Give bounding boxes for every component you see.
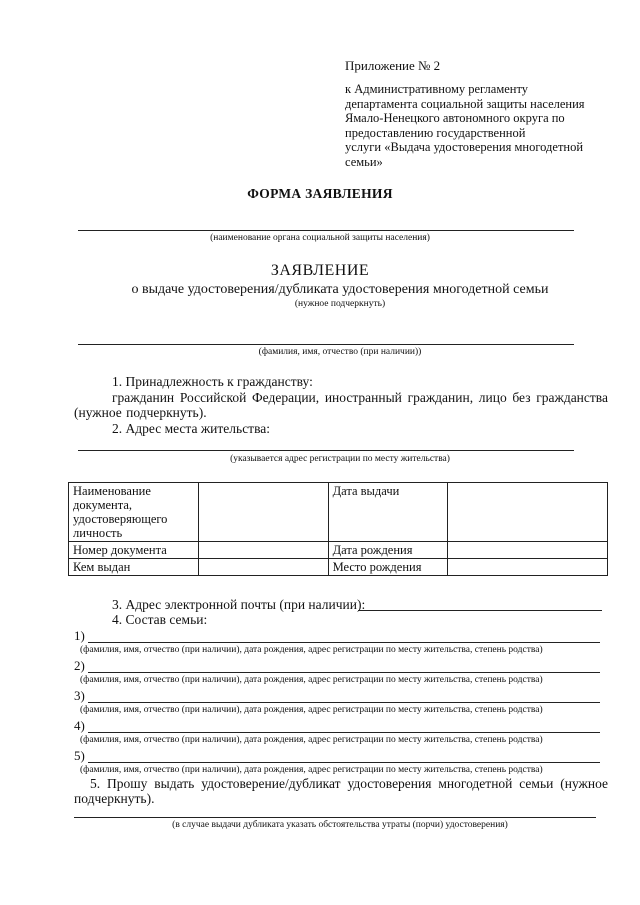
appendix-number: Приложение № 2 <box>345 58 441 73</box>
citizenship-heading: 1. Принадлежность к гражданству: <box>112 374 313 389</box>
address-heading: 2. Адрес места жительства: <box>112 421 271 436</box>
organ-field-line[interactable] <box>78 230 574 231</box>
issue-date-label: Дата выдачи <box>328 483 448 542</box>
doc-name-value[interactable] <box>198 483 328 542</box>
member-number: 1) <box>74 628 85 643</box>
email-heading: 3. Адрес электронной почты (при наличии): <box>112 597 366 612</box>
birth-date-label: Дата рождения <box>328 542 448 559</box>
regulation-line: департамента социальной защиты населения <box>345 96 585 111</box>
member-number: 5) <box>74 748 85 763</box>
table-row <box>69 559 608 576</box>
birth-date-value[interactable] <box>448 542 608 559</box>
organ-caption: (наименование органа социальной защиты населения) <box>210 233 430 243</box>
request-text: 5. Прошу выдать удостоверение/дубликат удостоверения многодетной семьи (нужное подчеркнуть). <box>74 776 608 806</box>
statement-title: ЗАЯВЛЕНИЕ <box>270 262 370 279</box>
member-number: 2) <box>74 658 85 673</box>
fio-field-line[interactable] <box>78 344 574 345</box>
regulation-reference <box>345 82 610 169</box>
regulation-line: Ямало-Ненецкого автономного округа по <box>345 111 565 125</box>
member-field-line[interactable] <box>88 732 600 733</box>
member-caption: (фамилия, имя, отчество (при наличии), дата рождения, адрес регистрации по месту жительства, степень родства) <box>80 765 543 775</box>
regulation-line: к Административному регламенту <box>345 82 529 96</box>
underline-note: (нужное подчеркнуть) <box>294 299 386 309</box>
member-field-line[interactable] <box>88 672 600 673</box>
member-caption: (фамилия, имя, отчество (при наличии), дата рождения, адрес регистрации по месту жительства, степень родства) <box>80 735 543 745</box>
member-field-line[interactable] <box>88 642 600 643</box>
member-field-line[interactable] <box>88 702 600 703</box>
member-caption: (фамилия, имя, отчество (при наличии), дата рождения, адрес регистрации по месту жительства, степень родства) <box>80 675 543 685</box>
citizenship-options: гражданин Российской Федерации, иностранный гражданин, лицо без гражданства (нужное подчеркнуть). <box>74 390 608 420</box>
fio-caption: (фамилия, имя, отчество (при наличии)) <box>258 347 422 357</box>
doc-number-label: Номер документа <box>69 542 199 559</box>
member-number: 4) <box>74 718 85 733</box>
duplicate-caption: (в случае выдачи дубликата указать обстоятельства утраты (порчи) удостоверения) <box>172 820 508 830</box>
table-row <box>69 542 608 559</box>
address-caption: (указывается адрес регистрации по месту жительства) <box>230 454 450 464</box>
member-field-line[interactable] <box>88 762 600 763</box>
form-title: ФОРМА ЗАЯВЛЕНИЯ <box>247 186 393 201</box>
doc-number-value[interactable] <box>198 542 328 559</box>
statement-subtitle: о выдаче удостоверения/дубликата удостоверения многодетной семьи <box>131 282 549 297</box>
issued-by-value[interactable] <box>198 559 328 576</box>
member-caption: (фамилия, имя, отчество (при наличии), дата рождения, адрес регистрации по месту жительства, степень родства) <box>80 645 543 655</box>
issued-by-label: Кем выдан <box>69 559 199 576</box>
address-field-line[interactable] <box>78 450 574 451</box>
duplicate-reason-line[interactable] <box>74 817 596 818</box>
regulation-line: услуги «Выдача удостоверения многодетной <box>345 140 584 154</box>
member-caption: (фамилия, имя, отчество (при наличии), дата рождения, адрес регистрации по месту жительства, степень родства) <box>80 705 543 715</box>
birth-place-value[interactable] <box>448 559 608 576</box>
family-heading: 4. Состав семьи: <box>112 612 208 627</box>
email-field-line[interactable] <box>358 610 602 611</box>
regulation-line: предоставлению государственной <box>345 125 526 140</box>
issue-date-value[interactable] <box>448 483 608 542</box>
regulation-line: семьи» <box>345 154 383 169</box>
doc-name-label: Наименование документа, удостоверяющего личность <box>69 483 199 542</box>
member-number: 3) <box>74 688 85 703</box>
identity-document-table <box>68 482 608 576</box>
birth-place-label: Место рождения <box>328 559 448 576</box>
table-row <box>69 483 608 542</box>
